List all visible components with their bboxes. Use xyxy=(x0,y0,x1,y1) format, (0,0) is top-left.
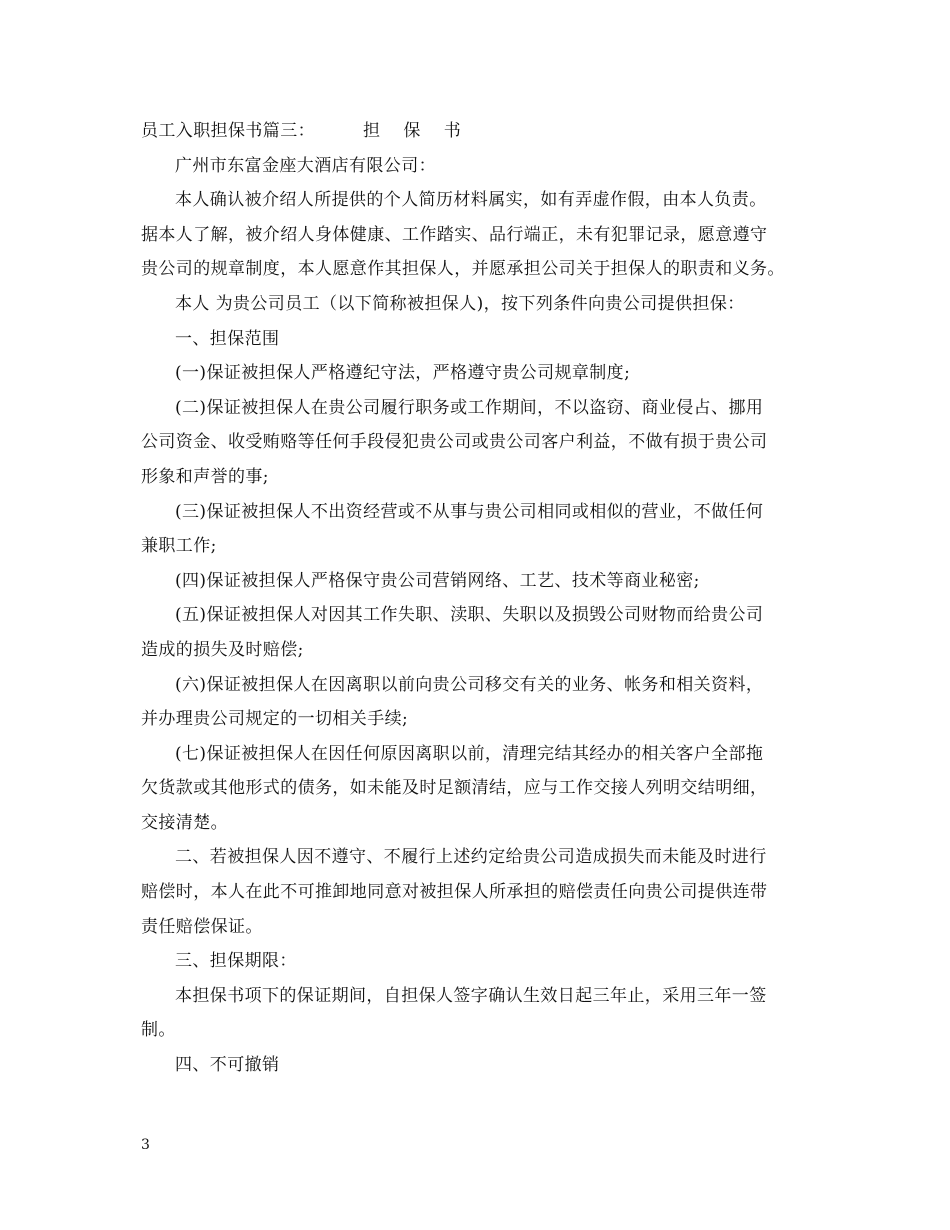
text-line: (二)保证被担保人在贵公司履行职务或工作期间，不以盗窃、商业侵占、挪用 xyxy=(175,397,764,418)
text-line: 兼职工作; xyxy=(141,536,217,557)
document-heading xyxy=(141,114,821,149)
text-line: 二、若被担保人因不遵守、不履行上述约定给贵公司造成损失而未能及时进行 xyxy=(175,847,767,868)
text-line: 本人 为贵公司员工（以下简称被担保人)，按下列条件向贵公司提供担保： xyxy=(175,293,745,314)
text-line: 本担保书项下的保证期间，自担保人签字确认生效日起三年止，采用三年一签 xyxy=(175,985,767,1006)
text-line: 形象和声誉的事; xyxy=(141,466,269,487)
text-line: 三、担保期限： xyxy=(175,951,297,972)
document-body xyxy=(141,114,821,1083)
text-line: (三)保证被担保人不出资经营或不从事与贵公司相同或相似的营业，不做任何 xyxy=(175,501,764,522)
text-line: (一)保证被担保人严格遵纪守法，严格遵守贵公司规章制度; xyxy=(175,363,631,384)
text-line: 造成的损失及时赔偿; xyxy=(141,639,304,660)
text-line: 四、不可撤销 xyxy=(175,1055,280,1076)
text-line: 据本人了解，被介绍人身体健康、工作踏实、品行端正，未有犯罪记录，愿意遵守 xyxy=(141,224,768,245)
text-line: 责任赔偿保证。 xyxy=(141,916,263,937)
text-line: 公司资金、收受贿赂等任何手段侵犯贵公司或贵公司客户利益，不做有损于贵公司 xyxy=(141,432,768,453)
text-line: 贵公司的规章制度，本人愿意作其担保人，并愿承担公司关于担保人的职责和义务。 xyxy=(141,259,785,280)
paragraph-lines xyxy=(141,149,821,1083)
text-line: 本人确认被介绍人所提供的个人简历材料属实，如有弄虚作假，由本人负责。 xyxy=(175,190,767,211)
text-line: (四)保证被担保人严格保守贵公司营销网络、工艺、技术等商业秘密; xyxy=(175,570,700,591)
heading-title: 担 保 书 xyxy=(363,121,470,141)
text-line: 广州市东富金座大酒店有限公司： xyxy=(175,155,436,176)
text-line: 赔偿时，本人在此不可推卸地同意对被担保人所承担的赔偿责任向贵公司提供连带 xyxy=(141,882,768,903)
page-number: 3 xyxy=(141,1137,150,1153)
text-line: 欠货款或其他形式的债务，如未能及时足额清结，应与工作交接人列明交结明细， xyxy=(141,778,768,799)
text-line: 制。 xyxy=(141,1020,176,1041)
heading-prefix: 员工入职担保书篇三： xyxy=(141,121,315,141)
text-line: (七)保证被担保人在因任何原因离职以前，清理完结其经办的相关客户全部拖 xyxy=(175,743,764,764)
text-line: 一、担保范围 xyxy=(175,328,280,349)
text-line: 交接清楚。 xyxy=(141,812,228,833)
text-line: (六)保证被担保人在因离职以前向贵公司移交有关的业务、帐务和相关资料， xyxy=(175,674,764,695)
text-line: (五)保证被担保人对因其工作失职、渎职、失职以及损毁公司财物而给贵公司 xyxy=(175,605,764,626)
text-line: 并办理贵公司规定的一切相关手续; xyxy=(141,709,409,730)
